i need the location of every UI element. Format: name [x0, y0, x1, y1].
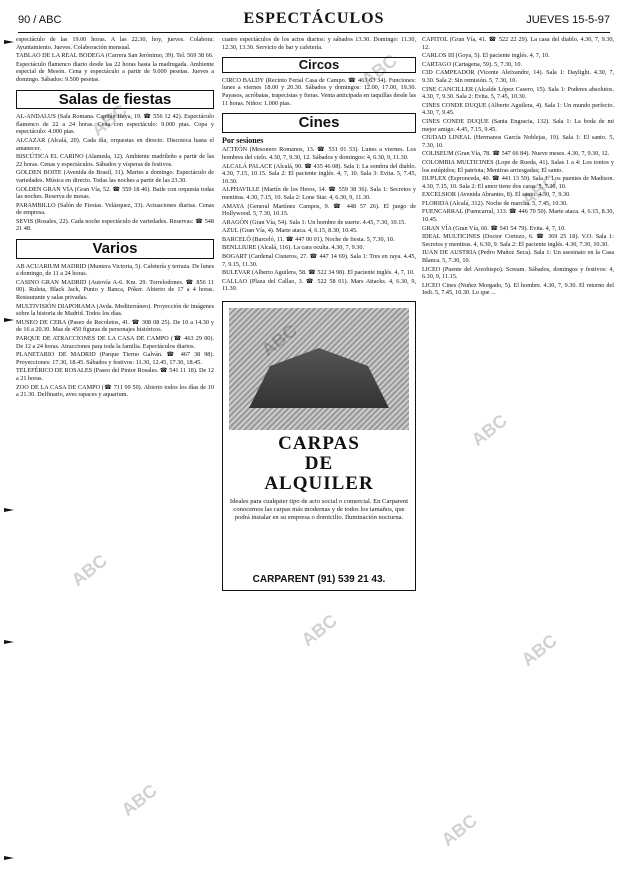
listing-entry: LICEO (Puente del Arzobispo). Scream. Sábados, domingos y festivos: 4, 6.30, 9, 11.15. [422, 265, 614, 281]
listing-entry: EXCELSIOR (Avenida Abrantes, 8). El santo. 4.30, 7, 9.30. [422, 191, 571, 199]
varios-heading: Varios [16, 239, 214, 259]
page-reference: 90 / ABC [18, 14, 62, 26]
listing-entry: PLANETARIO DE MADRID (Parque Tierno Galván. ☎ 467 38 98). Proyecciones: 17.30, 18.45. Sábados y festivos: 11.30, 12.45, 17.30, 18.45. [16, 351, 214, 366]
listing-entry: BENLLIURE (Alcalá, 116). La cara oculta. 4.30, 7, 9.30. [222, 244, 365, 252]
listing-entry: CINES CONDE DUQUE (Alberto Aguilera, 4). Sala 1: Un mundo perfecto. 4.30, 7, 9.45. [422, 101, 614, 117]
listing-entry: AB ACUARIUM MADRID (Muntera Victoria, 5). Cafetería y terraza. De lunes a domingo, de 11 a 24 horas. [16, 262, 214, 278]
listing-entry: CARTAGO (Cartagena, 59). 5, 7.30, 10. [422, 60, 523, 68]
listing-entry: espectáculo de las 19.00 horas. A las 22.30, hoy, jueves. Colabora: Ayuntamiento. Jueves. Colaboración mensual. [16, 36, 214, 51]
listing-entry: IDEAL MULTICINES (Doctor Cortezo, 6. ☎ 369 25 18). V.O. Sala 1: Secretos y mentiras. 4, 6.30, 9. Sala 2: El paciente inglés. 4.30, 7.30, 10.30. [422, 233, 614, 248]
watermark: ABC [467, 410, 511, 450]
listing-entry: ZOO DE LA CASA DE CAMPO (☎ 711 99 50). Abierto todos los días de 10 a 21.30. Delfinario, aves rapaces y aquarium. [16, 383, 214, 399]
listing-entry: GRAN VÍA (Gran Vía, 66. ☎ 541 54 79). Evita. 4, 7, 10. [422, 224, 566, 232]
listing-entry: AZUL (Gran Vía, 4). Marte ataca. 4, 6.15, 8.30, 10.45. [222, 227, 358, 235]
listing-entry: BARCELÓ (Barceló, 11. ☎ 447 00 01). Noche de fiesta. 5, 7.30, 10. [222, 235, 395, 243]
issue-date: JUEVES 15-5-97 [526, 14, 610, 26]
watermark: ABC [87, 100, 131, 140]
listing-entry: FLORIDA (Alcalá, 312). Noche de marcha. 5, 7.45, 10.30. [422, 199, 568, 207]
watermark: ABC [517, 170, 561, 210]
carparent-advertisement [222, 301, 416, 591]
watermark: ABC [117, 780, 161, 820]
listing-entry: PARAMBILLO (Salón de Fiestas. Velázquez, 33). Actuaciones diarias. Cenas de empresa. [16, 201, 214, 217]
margin-arrow-icon [4, 318, 14, 322]
ad-phone: CARPARENT (91) 539 21 43. [252, 574, 386, 586]
varios-listings [16, 263, 214, 399]
watermark: ABC [357, 50, 401, 90]
listing-entry: CALLAO (Plaza del Callao, 3. ☎ 522 58 01). Mars Attacks. 4, 6.30, 9, 11.30. [222, 277, 416, 293]
section-title: ESPECTÁCULOS [243, 10, 385, 27]
ad-headline-line: CARPAS [278, 433, 360, 455]
ad-body-text: Ideales para cualquier tipo de acto social o comercial. En Carparent conocemos las carpas más modernas y de todos los tamaños, que podrá instalar en su empresa o domicilio. Iluminación nocturna. [229, 498, 409, 522]
listing-entry: ALCALÁ PALACE (Alcalá, 90. ☎ 435 46 08). Sala 1: La sombra del diablo. 4.30, 7.15, 10.15. Sala 2: El paciente inglés. 4, 7, 10. Sala 3: Evita. 5, 7.45, 10.30. [222, 162, 416, 185]
listing-entry: BULEVAR (Alberto Aguilera, 58. ☎ 522 34 98). El paciente inglés. 4, 7, 10. [222, 269, 415, 277]
page-header [18, 10, 610, 33]
listing-entry: ALPHAVILLE (Martín de los Heros, 14. ☎ 559 38 36). Sala 1: Secretos y mentiras. 4.30, 7.15, 10. Sala 2: Lone Star. 4, 6.30, 9, 11.30. [222, 186, 416, 201]
circos-heading: Circos [222, 57, 416, 73]
column-right [422, 36, 614, 881]
ad-headline-line: ALQUILER [264, 473, 374, 495]
column-left [16, 36, 214, 881]
listing-entry: TABLAO DE LA REAL BODEGA (Carrera San Jerónimo, 39). Tel. 569 38 66. [16, 52, 214, 60]
listing-entry: CIUDAD LINEAL (Hermanos García Noblejas, 19). Sala 1: El santo. 5, 7.30, 10. [422, 134, 614, 149]
column-middle [222, 36, 416, 881]
watermark: ABC [517, 630, 561, 670]
ad-headline [223, 434, 415, 494]
listing-entry: ALCAZAR (Alcalá, 20). Cada día, orquestas en directo. Discoteca hasta el amanecer. [16, 136, 214, 152]
watermark: ABC [437, 810, 481, 850]
listing-entry: CINES CONDE DUQUE (Santa Engracia, 132). Sala 1: La boda de mi mejor amigo. 4.45, 7.15, 9.45. [422, 117, 614, 133]
salas-heading: Salas de fiestas [16, 90, 214, 110]
listing-entry: GOLDEN BOITE (Avenida de Brasil, 31). Martes a domingo. Espectáculo de variedades. Música en directo. Todas las noches a partir de las 23.30. [16, 169, 214, 184]
salas-listings [16, 113, 214, 233]
listing-entry: Espectáculo flamenco diario desde las 22 horas hasta la madrugada. Ambiente especial de Mesón. Cena y espectáculo a partir de 9.000 pesetas. Jueves a domingo. Sábados: 9.500 pesetas. [16, 60, 214, 83]
listing-entry: ARAGÓN (Gran Vía, 54). Sala 1: Un hombre de suerte. 4.45, 7.30, 10.15. [222, 218, 406, 226]
margin-arrow-icon [4, 40, 14, 44]
listing-entry: TELEFÉRICO DE ROSALES (Paseo del Pintor Rosales. ☎ 541 11 18). De 12 a 21 horas. [16, 367, 214, 382]
listing-entry: AMAYA (General Martínez Campos, 9. ☎ 448 57 26). El juego de Hollywood. 5, 7.30, 10.15. [222, 202, 416, 218]
listing-entry: CID CAMPEADOR (Vicente Aleixandre, 14). Sala 1: Daylight. 4.30, 7, 9.30. Sala 2: Sin remisión. 5, 7.30, 10. [422, 69, 614, 84]
ad-headline-line: DE [304, 453, 334, 475]
listing-entry: SEVIS (Rosales, 22). Cada noche espectáculo de variedades. Reservas: ☎ 548 21 48. [16, 217, 214, 233]
cines-heading: Cines [222, 113, 416, 133]
listing-entry: BOGART (Cardenal Cisneros, 27. ☎ 447 14 69). Sala 1: Tres en raya. 4.45, 7, 9.15, 11.30. [222, 253, 416, 268]
margin-arrow-icon [4, 640, 14, 644]
listing-entry: CASINO GRAN MADRID (Autovía A-6. Km. 29. Torrelodones. ☎ 856 11 00). Ruleta, Black Jack, Punto y Banca, Póker. Abierto de 17 a 4 horas. Restaurante y salas privadas. [16, 278, 214, 302]
sesiones-subheading: Por sesiones [222, 135, 264, 145]
margin-arrow-icon [4, 856, 14, 860]
listing-entry: BISCÚTICA EL CARINO (Alameda, 12). Ambiente madrileño a partir de las 22 horas. Cenas y espectáculos. Sábados y vísperas de festivos. [16, 153, 214, 168]
listing-entry: COLOMBIA MULTICINES (Lope de Rueda, 41). Salas 1 a 4: Los tontos y los estúpidos; El patriota; Mentiras arriesgadas; El santo. [422, 158, 614, 174]
listing-entry: AL-ANDALUS (Sala Romana. Capitán Haya, 19. ☎ 556 12 42). Espectáculo flamenco de 22 a 24 horas. Cena con espectáculo: 9.000 ptas. Copa y espectáculo: 4.000 ptas. [16, 113, 214, 136]
listing-entry: CIRCO BALDY (Recinto Ferial Casa de Campo. ☎ 463 63 34). Funciones: lunes a viernes 18.00 y 20.30. Sábados y domingos: 12.00, 17.00, 19.30. Payasos, acróbatas, trapecistas y fieras. Venta anticipada en taquillas desde las 11 horas. Niños: 1.000 ptas. [222, 76, 416, 107]
listing-entry: CINE CANCILLER (Alcalde López Casero, 15). Sala 1: Poderes absolutos. 4.30, 7, 9.30. Sala 2: Evita. 5, 7.45, 10.30. [422, 85, 614, 101]
margin-arrow-icon [4, 508, 14, 512]
listing-entry: MUSEO DE CERA (Paseo de Recoletos, 41. ☎ 308 08 25). De 10 a 14.30 y de 16 a 20.30. Mas de 450 figuras de personajes históricos. [16, 318, 214, 334]
intro-listings [16, 36, 214, 84]
listing-entry: JUAN DE AUSTRIA (Pedro Muñoz Seca). Sala 1: Un asesinato en la Casa Blanca. 5, 7.30, 10. [422, 249, 614, 265]
tent-photo [229, 308, 409, 430]
cines-listings [222, 146, 416, 293]
listing-entry: FUENCARRAL (Fuencarral, 133. ☎ 446 70 50). Marte ataca. 4, 6.15, 8.30, 10.45. [422, 208, 614, 224]
listing-entry: LICEO Cines (Nuñez Morgado, 5). El hombre. 4.30, 7, 9.30. El retorno del Jedi. 5, 7.45, 10.30. Lo que ... [422, 281, 614, 297]
listing-entry: COLISEUM (Gran Vía, 78. ☎ 547 66 84). Nueve meses. 4.30, 7, 9.30, 12. [422, 150, 610, 158]
listing-entry: GOLDEN GRAN VÍA (Gran Vía, 52. ☎ 559 18 46). Baile con orquesta todas las noches. Reserva de mesas. [16, 185, 214, 201]
listing-entry: PARQUE DE ATRACCIONES DE LA CASA DE CAMPO (☎ 463 29 00). De 12 a 24 horas. Atracciones para toda la familia. Espectáculos diarios. [16, 335, 214, 350]
listing-entry: ACTEÓN (Mesonero Romanos, 13. ☎ 531 01 53). Lunes a viernes. Los hombres del cielo. 4.30, 7, 9.30, 12. Sábados y domingos: 4, 6.30, 9, 11.30. [222, 146, 416, 161]
listing-entry: cuatro espectáculos de los actos diarios: y sábados 13.30. Domingo: 11.30, 12.30, 13.30. Servicio de bar y cafetería. [222, 36, 416, 51]
listing-entry: MULTIVISIÓN DIAPORAMA (Avda. Mediterráneo). Proyección de imágenes sobre la historia de Madrid. Todos los días. [16, 302, 214, 318]
listing-entry: CARLOS III (Goya, 5). El paciente inglés. 4, 7, 10. [422, 52, 550, 60]
listing-entry: CAPITOL (Gran Vía, 41. ☎ 522 22 29). La casa del diablo. 4.30, 7, 9.30, 12. [422, 36, 614, 51]
watermark: ABC [297, 610, 341, 650]
listing-entry: DUPLEX (Espronceda, 40. ☎ 441 13 59). Sala 1: Los puentes de Madison. 4.30, 7.15, 10. Sala 2: El amor tiene dos caras. 5, 7.30, 10. [422, 175, 614, 190]
watermark: ABC [67, 550, 111, 590]
